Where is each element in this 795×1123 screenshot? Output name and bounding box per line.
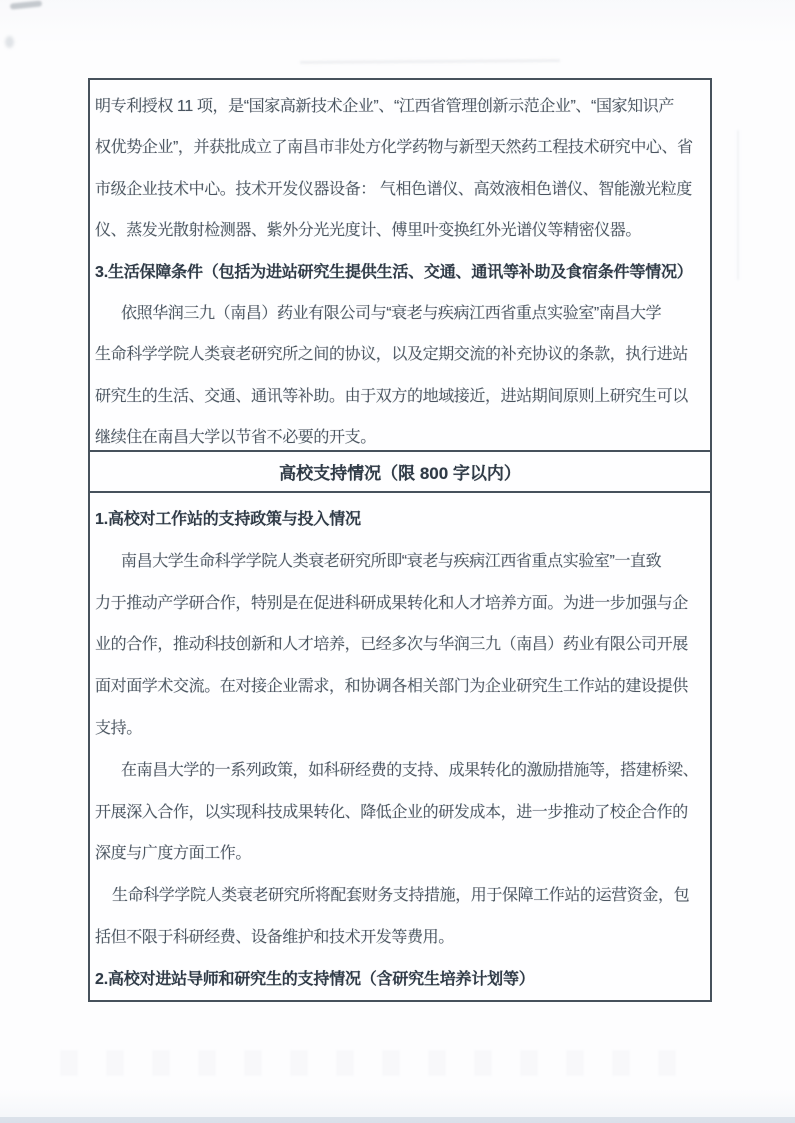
text-line: 括但不限于科研经费、设备维护和技术开发等费用。 [95, 928, 454, 946]
university-support-header-title: 高校支持情况（限 800 字以内） [279, 464, 521, 483]
text-line: 研究生的生活、交通、通讯等补助。由于双方的地域接近，进站期间原则上研究生可以 [95, 387, 688, 405]
section-heading-line: 2.高校对进站导师和研究生的支持情况（含研究生培养计划等） [95, 970, 535, 988]
text-line: 业的合作，推动科技创新和人才培养，已经多次与华润三九（南昌）药业有限公司开展 [95, 636, 688, 654]
text-line: 生命科学学院人类衰老研究所之间的协议，以及定期交流的补充协议的条款，执行进站 [95, 346, 688, 364]
scan-edge-shadow [0, 1117, 795, 1123]
university-support-header-row [90, 450, 710, 491]
text-line: 支持。 [95, 719, 142, 737]
scan-streak [300, 59, 560, 64]
scan-smudge [10, 0, 42, 9]
text-line: 继续住在南昌大学以节省不必要的开支。 [95, 429, 376, 447]
scan-noise [60, 1050, 700, 1076]
text-line: 依照华润三九（南昌）药业有限公司与“衰老与疾病江西省重点实验室”南昌大学 [121, 304, 662, 322]
form-table [88, 78, 712, 1002]
living-support-cell [90, 80, 710, 450]
text-line: 生命科学学院人类衰老研究所将配套财务支持措施，用于保障工作站的运营资金，包 [112, 887, 690, 905]
section-heading-line: 1.高校对工作站的支持政策与投入情况 [95, 511, 361, 528]
text-line: 面对面学术交流。在对接企业需求，和协调各相关部门为企业研究生工作站的建设提供 [95, 678, 688, 696]
text-line: 深度与广度方面工作。 [95, 845, 252, 863]
text-line: 力于推动产学研合作，特别是在促进科研成果转化和人才培养方面。为进一步加强与企 [95, 594, 688, 612]
text-line: 在南昌大学的一系列政策，如科研经费的支持、成果转化的激励措施等，搭建桥梁、 [121, 761, 699, 779]
text-line: 权优势企业”，并获批成立了南昌市非处方化学药物与新型天然药工程技术研究中心、省 [95, 139, 693, 157]
scan-streak [737, 130, 739, 280]
text-line: 明专利授权 11 项，是“国家高新技术企业”、“江西省管理创新示范企业”、“国家知识产 [95, 98, 674, 115]
scan-smudge [5, 36, 14, 48]
text-line: 南昌大学生命科学学院人类衰老研究所即“衰老与疾病江西省重点实验室”一直致 [121, 552, 662, 570]
text-line: 开展深入合作，以实现科技成果转化、降低企业的研发成本，进一步推动了校企合作的 [95, 803, 688, 821]
text-line: 仪、蒸发光散射检测器、紫外分光光度计、傅里叶变换红外光谱仪等精密仪器。 [95, 222, 642, 240]
text-line: 市级企业技术中心。技术开发仪器设备： 气相色谱仪、高效液相色谱仪、智能激光粒度 [95, 180, 692, 198]
section-heading-line: 3.生活保障条件（包括为进站研究生提供生活、交通、通讯等补助及食宿条件等情况） [95, 263, 693, 281]
university-support-cell [90, 491, 710, 1000]
